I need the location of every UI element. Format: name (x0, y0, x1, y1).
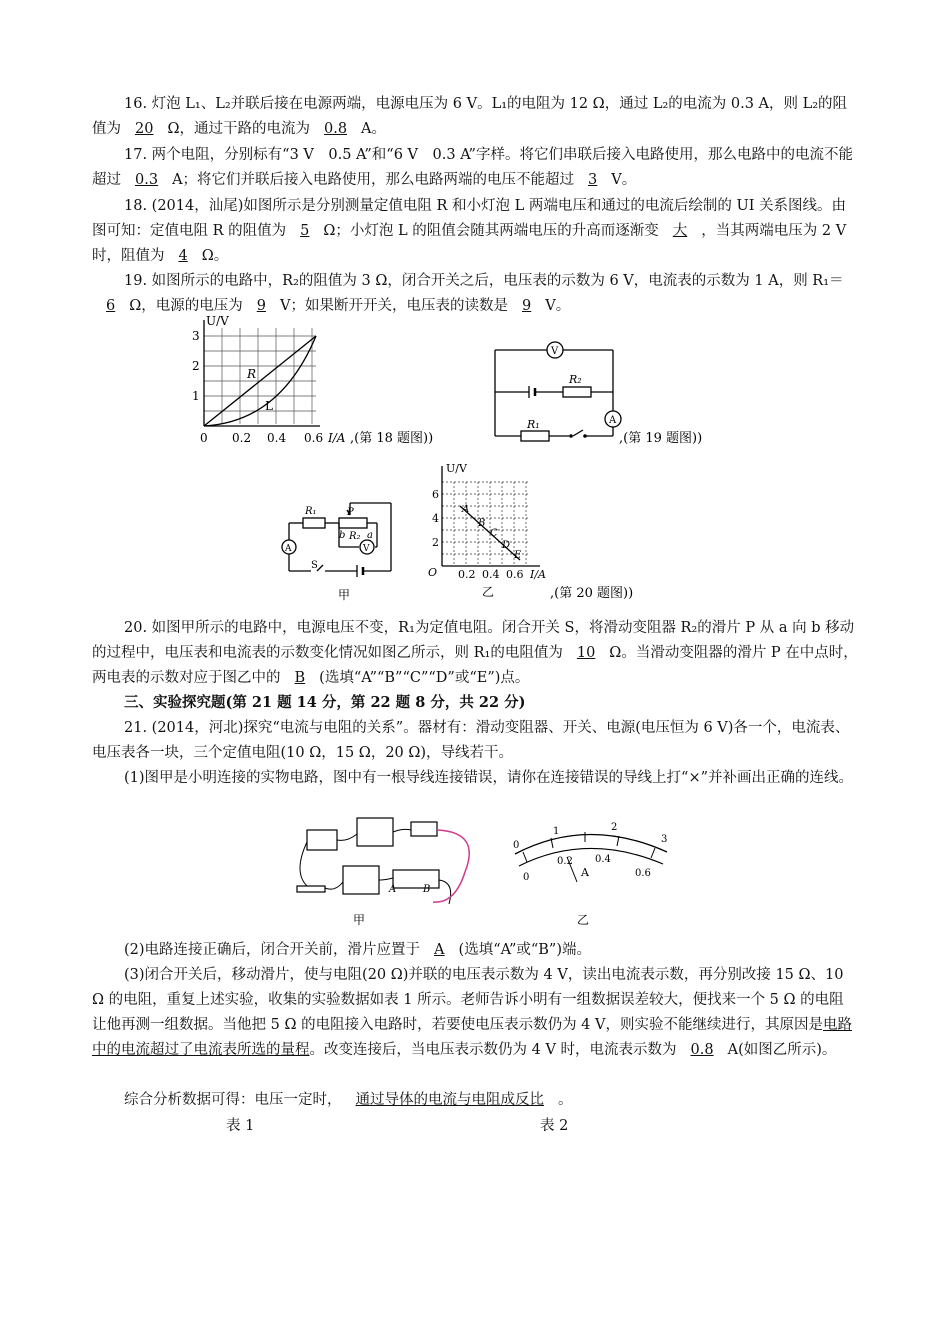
svg-text:A: A (581, 866, 589, 879)
q18-answer-3: 4 (178, 248, 188, 264)
question-21-intro: 21. (2014，河北)探究“电流与电阻的关系”。器材有：滑动变阻器、开关、电源(电压恒为 6 V)各一个，电流表、电压表各一块，三个定值电阻(10 Ω，15 Ω，20 Ω)，导线若干。 (92, 720, 850, 761)
svg-text:0.6: 0.6 (304, 431, 324, 445)
point-a: A (462, 504, 470, 515)
q19-answer-2: 9 (256, 298, 266, 314)
question-17: 17. 两个电阻，分别标有“3 V 0.5 A”和“6 V 0.3 A”字样。将它们串联后接入电路使用，那么电路中的电流不能超过 0.3 A；将它们并联后接入电路使用，那么电路两端的电压不能超过 3 V。 (92, 147, 853, 188)
q20-answer-2: B (294, 670, 306, 686)
q17-answer-1: 0.3 (135, 172, 159, 188)
table-1-label: 表 1 (226, 1118, 255, 1134)
ammeter: A (609, 415, 617, 426)
q18-answer-2: 大 (672, 223, 688, 239)
question-20: 20. 如图甲所示的电路中，电源电压不变，R₁为定值电阻。闭合开关 S，将滑动变阻器 R₂的滑片 P 从 a 向 b 移动的过程中，电压表和电流表的示数变化情况如图乙所示，则 R₁的电阻值为 10 Ω。当滑动变阻器的滑片 P 在中点时，两电表的示数对应于图乙中的 B (选填“A”“B”“C”“D”或“E”)点。 (92, 620, 858, 686)
svg-text:0.6: 0.6 (635, 868, 651, 879)
svg-text:0: 0 (513, 840, 520, 851)
svg-text:0.2: 0.2 (458, 568, 476, 581)
svg-text:2: 2 (432, 536, 439, 549)
svg-text:0.4: 0.4 (267, 431, 287, 445)
figure-19-circuit (485, 336, 735, 451)
svg-text:0.6: 0.6 (506, 568, 524, 581)
voltmeter: V (551, 346, 559, 357)
svg-text:0.2: 0.2 (557, 856, 573, 867)
svg-text:R₁: R₁ (527, 418, 540, 431)
svg-text:B: B (423, 884, 431, 895)
q21-part3-answer-2: 0.8 (690, 1042, 714, 1058)
fig20-caption: ,(第 20 题图)) (550, 586, 634, 601)
svg-text:0: 0 (523, 872, 530, 883)
svg-text:U/V: U/V (446, 462, 467, 475)
q18-answer-1: 5 (300, 223, 310, 239)
svg-text:3: 3 (192, 329, 200, 343)
q20-answer-1: 10 (576, 645, 596, 661)
fig19-caption: ,(第 19 题图)) (619, 431, 703, 446)
ammeter: A (285, 544, 292, 554)
fig21-jia-label: 甲 (353, 913, 366, 927)
q20-text: 20. 如图甲所示的电路中，电源电压不变，R₁为定值电阻。闭合开关 S，将滑动变阻器 R₂的滑片 P 从 a 向 b 移动的过程中，电压表和电流表的示数变化情况如图乙所示，则 R₁的电阻值为 (92, 620, 855, 661)
svg-text:6: 6 (432, 488, 439, 501)
svg-text:R₁: R₁ (305, 506, 317, 517)
question-16: 16. 灯泡 L₁、L₂并联后接在电源两端，电源电压为 6 V。L₁的电阻为 12 Ω，通过 L₂的电流为 0.3 A，则 L₂的阻值为 20 Ω，通过干路的电流为 0.8 A。 (92, 96, 848, 137)
svg-text:0.4: 0.4 (595, 854, 611, 865)
svg-text:3: 3 (661, 834, 668, 845)
question-21-part-2: (2)电路连接正确后，闭合开关前，滑片应置于 A (选填“A”或“B”)端。 (124, 942, 591, 958)
q17-answer-2: 3 (588, 172, 598, 188)
curve-r-label: R (247, 367, 257, 381)
q21-part2-answer: A (434, 942, 445, 958)
fig21-yi-label: 乙 (577, 913, 590, 927)
voltmeter: V (363, 544, 370, 554)
section-3-heading: 三、实验探究题(第 21 题 14 分，第 22 题 8 分，共 22 分) (124, 694, 526, 711)
q19-answer-1: 6 (106, 298, 116, 314)
figure-21-physical-circuit (285, 812, 485, 932)
question-21-part-3: (3)闭合开关后，移动滑片，使与电阻(20 Ω)并联的电压表示数为 4 V，读出电流表示数，再分别改接 15 Ω、10 Ω 的电阻，重复上述实验，收集的实验数据如表 1 所示。老师告诉小明有一组数据误差较大，便找来一个 5 Ω 的电阻让他再测一组数据。当他把 5 Ω 的电阻接入电路时，若要使电压表示数仍为 4 V，则实验不能继续进行，其原因是电路中的电流超过了电流表所选的量程。改变连接后，当电压表示数仍为 4 V 时，电流表示数为 0.8 A(如图乙所示)。 (92, 967, 852, 1058)
q16-answer-2: 0.8 (323, 121, 348, 137)
fig20-jia-label: 甲 (338, 588, 351, 602)
table-2-label: 表 2 (540, 1118, 569, 1134)
question-18: 18. (2014，汕尾)如图所示是分别测量定值电阻 R 和小灯泡 L 两端电压和通过的电流后绘制的 UI 关系图线。由图可知：定值电阻 R 的阻值为 5 Ω；小灯泡 L 的阻值会随其两端电压的升高而逐渐变 大 ，当其两端电压为 2 V 时，阻值为 4 Ω。 (92, 198, 847, 264)
svg-text:0.2: 0.2 (232, 431, 252, 445)
figure-21-ammeter-scale (495, 812, 685, 932)
svg-text:I/A: I/A (530, 568, 546, 581)
svg-text:I/A: I/A (328, 431, 346, 445)
question-19: 19. 如图所示的电路中，R₂的阻值为 3 Ω，闭合开关之后，电压表的示数为 6 V，电流表的示数为 1 A，则 R₁＝6 Ω，电源的电压为 9 V；如果断开开关，电压表的读数是 9 V。 (92, 269, 858, 319)
q16-text: 16. 灯泡 L₁、L₂并联后接在电源两端，电源电压为 6 V。L₁的电阻为 12 Ω，通过 L₂的电流为 0.3 A，则 L₂的阻值为 (92, 96, 848, 137)
svg-text:P: P (347, 507, 354, 518)
svg-text:R₂: R₂ (349, 531, 361, 542)
question-21-part-1: (1)图甲是小明连接的实物电路，图中有一根导线连接错误，请你在连接错误的导线上打“×”并补画出正确的连线。 (124, 770, 854, 786)
svg-text:1: 1 (553, 826, 560, 837)
axis-y-label: U/V (206, 314, 229, 328)
q17-text: 17. 两个电阻，分别标有“3 V 0.5 A”和“6 V 0.3 A”字样。将它们串联后接入电路使用，那么电路中的电流不能超过 (92, 147, 853, 188)
svg-text:2: 2 (611, 822, 618, 833)
svg-text:A: A (389, 884, 397, 895)
q21-summary-answer: 通过导体的电流与电阻成反比 (355, 1092, 544, 1108)
q16-answer-1: 20 (135, 121, 154, 137)
svg-text:b: b (339, 530, 346, 541)
figure-20-circuit-jia (275, 495, 400, 605)
q18-text: 18. (2014，汕尾)如图所示是分别测量定值电阻 R 和小灯泡 L 两端电压和通过的电流后绘制的 UI 关系图线。由图可知：定值电阻 R 的阻值为 (92, 198, 847, 239)
point-e: E (514, 550, 522, 561)
svg-text:1: 1 (192, 389, 200, 403)
svg-text:a: a (367, 530, 373, 541)
q19-text: 19. 如图所示的电路中，R₂的阻值为 3 Ω，闭合开关之后，电压表的示数为 6 V，电流表的示数为 1 A，则 R₁＝ (124, 273, 844, 289)
point-d: D (502, 540, 511, 551)
svg-text:O: O (428, 566, 438, 579)
svg-text:0: 0 (200, 431, 208, 445)
svg-text:R₂: R₂ (569, 373, 582, 386)
q21-part3-answer-1: 电路中的电流超过了电流表所选的量程 (92, 1017, 852, 1058)
figure-20-graph-yi (420, 460, 680, 610)
svg-text:4: 4 (432, 512, 439, 525)
question-21-summary: 综合分析数据可得：电压一定时， 通过导体的电流与电阻成反比 。 (124, 1092, 573, 1108)
svg-text:0.4: 0.4 (482, 568, 500, 581)
q19-answer-3: 9 (521, 298, 532, 314)
fig18-caption: ,(第 18 题图)) (350, 431, 434, 446)
point-b: B (478, 518, 486, 529)
figure-18-ui-graph (170, 312, 460, 452)
fig20-yi-label: 乙 (482, 585, 495, 599)
curve-l-label: L (265, 399, 273, 413)
svg-text:2: 2 (192, 359, 200, 373)
switch-label: S (311, 560, 318, 571)
point-c: C (490, 528, 498, 539)
